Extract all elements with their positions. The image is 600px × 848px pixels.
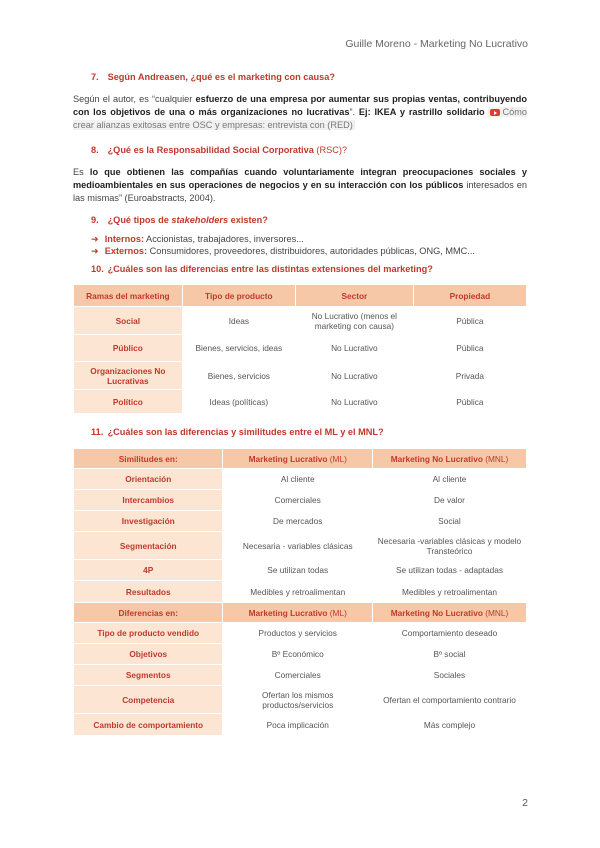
answer-7-text-1: Según el autor, es “cualquier bbox=[73, 94, 196, 104]
table-row-header: Orientación bbox=[74, 469, 223, 490]
question-8-paren: (RSC)? bbox=[313, 145, 348, 155]
table-cell: No Lucrativo bbox=[295, 390, 413, 414]
table-row-header: Público bbox=[74, 335, 183, 362]
answer-7 bbox=[73, 93, 527, 132]
question-8-number: 8. bbox=[91, 145, 99, 155]
table-cell: Al cliente bbox=[223, 469, 372, 490]
question-9 bbox=[73, 215, 527, 225]
table-row bbox=[74, 623, 527, 644]
table-cell: No Lucrativo (menos el marketing con causa) bbox=[295, 307, 413, 335]
table-cell: Bienes, servicios, ideas bbox=[182, 335, 295, 362]
page-header: Guille Moreno - Marketing No Lucrativo bbox=[345, 38, 528, 50]
table-cell: Social bbox=[372, 511, 526, 532]
table-row bbox=[74, 665, 527, 686]
table-header: Diferencias en: bbox=[74, 603, 223, 623]
answer-7-bold-1: esfuerzo de una empresa por aumentar sus propias ventas, contribuyendo con los objetivos de una o más organizaciones no lucrativas bbox=[73, 94, 528, 117]
list-item-label: Externos: bbox=[104, 246, 148, 256]
table-row-header: Segmentación bbox=[74, 532, 223, 560]
table-row-header: Organizaciones No Lucrativas bbox=[74, 362, 183, 390]
table-header-main: Marketing No Lucrativo bbox=[390, 453, 483, 464]
table-cell: Ideas (políticas) bbox=[182, 390, 295, 414]
table-header bbox=[223, 449, 372, 469]
table-header-abbr: (ML) bbox=[327, 607, 347, 618]
arrow-icon: ➜ bbox=[91, 246, 99, 256]
question-10 bbox=[73, 264, 527, 274]
table-header-main: Marketing Lucrativo bbox=[248, 453, 328, 464]
table-cell: Pública bbox=[413, 307, 526, 335]
table-header-row bbox=[74, 285, 527, 307]
table-header bbox=[372, 603, 526, 623]
answer-8-bold: lo que obtienen las compañías cuando voluntariamente integran preocupaciones sociales y medioambientales en sus operaciones de negocios y en su interacción con los públicos bbox=[73, 167, 527, 190]
table-row-header: Cambio de comportamiento bbox=[74, 714, 223, 736]
table-header-abbr: (MNL) bbox=[482, 607, 509, 618]
table-row-header: Social bbox=[74, 307, 183, 335]
document-body bbox=[73, 72, 527, 736]
table-row-header: Intercambios bbox=[74, 490, 223, 511]
table-header: Ramas del marketing bbox=[74, 285, 183, 307]
table-cell: Productos y servicios bbox=[223, 623, 372, 644]
table-header bbox=[223, 603, 372, 623]
table-row bbox=[74, 686, 527, 714]
table-row bbox=[74, 490, 527, 511]
table-row-header: Resultados bbox=[74, 581, 223, 603]
table-row-header: 4P bbox=[74, 560, 223, 581]
table-header-abbr: (ML) bbox=[327, 453, 347, 464]
table-cell: Poca implicación bbox=[223, 714, 372, 736]
table-row-header: Objetivos bbox=[74, 644, 223, 665]
table-cell: Comerciales bbox=[223, 490, 372, 511]
table-header-main: Marketing No Lucrativo bbox=[390, 607, 483, 618]
table-header: Propiedad bbox=[413, 285, 526, 307]
table-header bbox=[372, 449, 526, 469]
question-9-number: 9. bbox=[91, 215, 99, 225]
table-cell: Medibles y retroalimentan bbox=[223, 581, 372, 603]
table-cell: Privada bbox=[413, 362, 526, 390]
table-row bbox=[74, 714, 527, 736]
table-cell: Ofertan los mismos productos/servicios bbox=[223, 686, 372, 714]
question-8-text: ¿Qué es la Responsabilidad Social Corporativa bbox=[107, 145, 314, 155]
table-row bbox=[74, 532, 527, 560]
question-10-number: 10. bbox=[91, 264, 104, 274]
table-row bbox=[74, 644, 527, 665]
table-header: Similitudes en: bbox=[74, 449, 223, 469]
table-row-header: Segmentos bbox=[74, 665, 223, 686]
table-cell: Sociales bbox=[372, 665, 526, 686]
question-9-text-post: existen? bbox=[228, 215, 268, 225]
answer-7-example: Ej: IKEA y rastrillo solidario bbox=[358, 107, 485, 117]
list-item-label: Internos: bbox=[104, 234, 145, 244]
question-8 bbox=[73, 145, 527, 155]
table-cell: Bienes, servicios bbox=[182, 362, 295, 390]
table-row-header: Competencia bbox=[74, 686, 223, 714]
list-item bbox=[91, 233, 527, 245]
question-9-text-pre: ¿Qué tipos de bbox=[107, 215, 172, 225]
table-cell: Más complejo bbox=[372, 714, 526, 736]
answer-8-text-1: Es bbox=[73, 167, 90, 177]
question-11-number: 11. bbox=[91, 427, 104, 437]
answer-7-text-2: ”. bbox=[349, 107, 359, 117]
table-cell: Comportamiento deseado bbox=[372, 623, 526, 644]
table-row-header: Tipo de producto vendido bbox=[74, 623, 223, 644]
extensions-table bbox=[73, 284, 527, 414]
table-cell: Se utilizan todas - adaptadas bbox=[372, 560, 526, 581]
table-cell: Bº Económico bbox=[223, 644, 372, 665]
table-cell: De mercados bbox=[223, 511, 372, 532]
youtube-icon bbox=[490, 109, 500, 116]
question-7-number: 7. bbox=[91, 72, 99, 82]
table-row bbox=[74, 581, 527, 603]
table-cell: Necesaria - variables clásicas bbox=[223, 532, 372, 560]
table-cell: No Lucrativo bbox=[295, 335, 413, 362]
table-row bbox=[74, 307, 527, 335]
table-header-main: Marketing Lucrativo bbox=[248, 607, 328, 618]
stakeholders-list bbox=[73, 233, 527, 257]
answer-8 bbox=[73, 166, 527, 205]
answer-8-text-2: interesados en las mismas” (Euroabstracts, 2004). bbox=[73, 180, 527, 203]
table-cell: De valor bbox=[372, 490, 526, 511]
table-row bbox=[74, 335, 527, 362]
question-7-text: Según Andreasen, ¿qué es el marketing con causa? bbox=[107, 72, 335, 82]
question-7 bbox=[73, 72, 527, 82]
table-row bbox=[74, 560, 527, 581]
table-cell: Necesaria -variables clásicas y modelo Transteórico bbox=[372, 532, 526, 560]
table-cell: Se utilizan todas bbox=[223, 560, 372, 581]
video-link-label: Cómo crear alianzas exitosas entre OSC y empresas: entrevista con (RED) bbox=[73, 107, 527, 130]
question-10-text: ¿Cuáles son las diferencias entre las distintas extensiones del marketing? bbox=[107, 264, 433, 274]
table-row bbox=[74, 511, 527, 532]
table-cell: Al cliente bbox=[372, 469, 526, 490]
table-cell: No Lucrativo bbox=[295, 362, 413, 390]
arrow-icon: ➜ bbox=[91, 234, 99, 244]
table-row bbox=[74, 390, 527, 414]
question-11-text: ¿Cuáles son las diferencias y similitudes entre el ML y el MNL? bbox=[107, 427, 384, 437]
list-item-text: Consumidores, proveedores, distribuidores, autoridades públicas, ONG, MMC... bbox=[147, 246, 475, 256]
table-row-header: Investigación bbox=[74, 511, 223, 532]
ml-mnl-table bbox=[73, 448, 527, 736]
table-cell: Comerciales bbox=[223, 665, 372, 686]
table-cell: Ideas bbox=[182, 307, 295, 335]
table-header: Sector bbox=[295, 285, 413, 307]
list-item bbox=[91, 245, 527, 257]
similarities-header-row bbox=[74, 449, 527, 469]
question-9-emphasis: stakeholders bbox=[171, 215, 229, 225]
table-header-abbr: (MNL) bbox=[482, 453, 509, 464]
table-header: Tipo de producto bbox=[182, 285, 295, 307]
table-cell: Pública bbox=[413, 390, 526, 414]
table-row bbox=[74, 362, 527, 390]
differences-header-row bbox=[74, 603, 527, 623]
list-item-text: Accionistas, trabajadores, inversores... bbox=[144, 234, 304, 244]
table-cell: Pública bbox=[413, 335, 526, 362]
page-number: 2 bbox=[522, 797, 528, 809]
table-cell: Medibles y retroalimentan bbox=[372, 581, 526, 603]
table-cell: Ofertan el comportamiento contrario bbox=[372, 686, 526, 714]
table-cell: Bº social bbox=[372, 644, 526, 665]
table-row-header: Político bbox=[74, 390, 183, 414]
question-11 bbox=[73, 427, 527, 437]
table-row bbox=[74, 469, 527, 490]
